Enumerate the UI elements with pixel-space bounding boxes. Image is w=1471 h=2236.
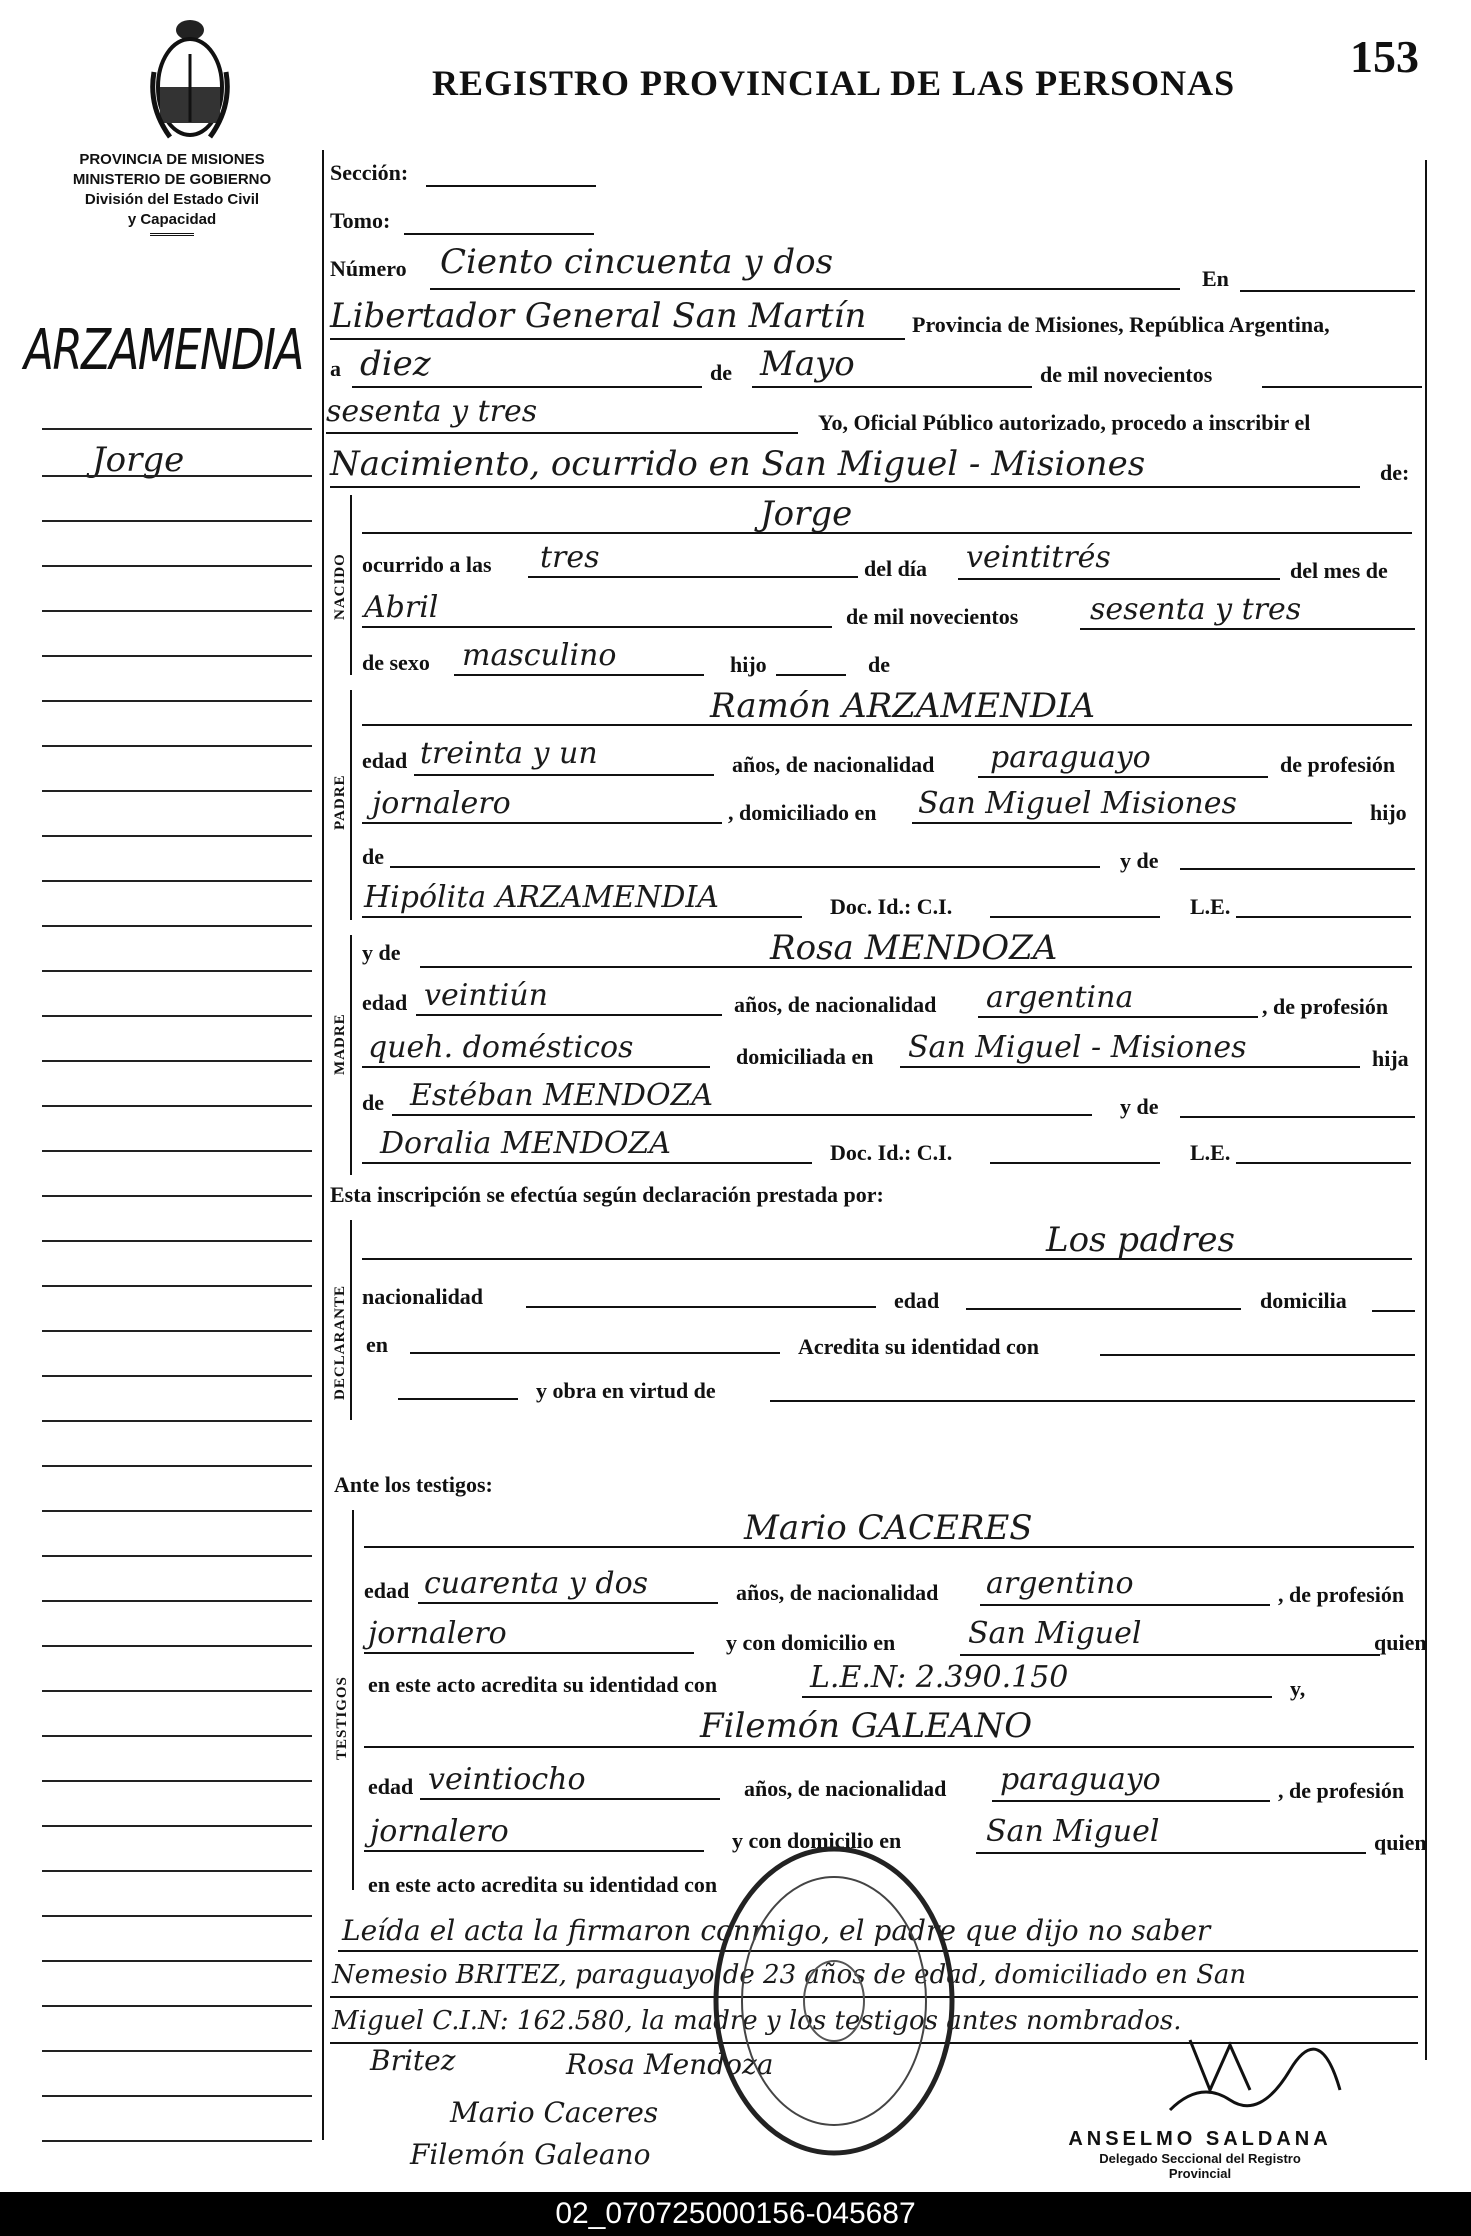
del-dia-label: del día: [864, 556, 927, 581]
official-stamp: [1050, 2128, 1350, 2181]
province-name: PROVINCIA DE MISIONES: [79, 151, 265, 168]
madre-le-label: L.E.: [1190, 1140, 1231, 1165]
madre-nationality-value: argentina: [986, 980, 1134, 1015]
witness1-nationality-value: argentino: [986, 1566, 1134, 1601]
numero-label: Número: [330, 256, 407, 281]
padre-mother-value: Hipólita ARZAMENDIA: [364, 880, 719, 915]
day-value: diez: [360, 344, 431, 384]
testigos-section-tag: TESTIGOS: [334, 1676, 350, 1760]
witness1-prof-label: , de profesión: [1278, 1582, 1405, 1607]
nacido-section-tag: NACIDO: [332, 553, 348, 620]
madre-prof-label: , de profesión: [1262, 994, 1389, 1019]
witness2-domicile-value: San Miguel: [986, 1814, 1160, 1849]
padre-prof-label: de profesión: [1280, 752, 1396, 777]
ministry-name: MINISTERIO DE GOBIERNO: [72, 171, 272, 188]
madre-y-de2-label: y de: [1120, 1094, 1159, 1119]
declarante-dom-label: domicilia: [1260, 1288, 1347, 1313]
madre-y-de-label: y de: [362, 940, 401, 965]
witness2-edad-label: edad: [368, 1774, 414, 1799]
padre-name: Ramón ARZAMENDIA: [710, 686, 1096, 726]
place-value: Libertador General San Martín: [330, 296, 867, 336]
month-value: Mayo: [760, 344, 855, 384]
madre-name: Rosa MENDOZA: [770, 928, 1058, 968]
witness1-profession-value: jornalero: [368, 1616, 507, 1651]
madre-de-label: de: [362, 1090, 384, 1115]
witness1-edad-label: edad: [364, 1578, 410, 1603]
madre-mother-value: Doralia MENDOZA: [380, 1126, 671, 1161]
nacido-mil-label: de mil novecientos: [846, 604, 1019, 629]
padre-section-tag: PADRE: [332, 774, 348, 830]
tomo-label: Tomo:: [330, 208, 391, 233]
event-value: Nacimiento, ocurrido en San Miguel - Misiones: [330, 444, 1146, 484]
padre-nationality-value: paraguayo: [990, 740, 1151, 775]
witness1-nac-label: años, de nacionalidad: [736, 1580, 939, 1605]
closing-line-2: Nemesio BRITEZ, paraguayo de 23 años de edad, domiciliado en San: [332, 1960, 1247, 1990]
padre-de-label: de: [362, 844, 384, 869]
padre-hijo-label: hijo: [1370, 800, 1407, 825]
page-number: 153: [1350, 31, 1419, 82]
hour-value: tres: [540, 540, 600, 575]
witness1-id-value: L.E.N: 2.390.150: [810, 1660, 1069, 1695]
padre-doc-label: Doc. Id.: C.I.: [830, 894, 953, 919]
de-label: de: [710, 360, 732, 385]
witness1-dom-label: y con domicilio en: [726, 1630, 896, 1655]
nacido-month-value: Abril: [364, 590, 439, 625]
en-label: En: [1202, 266, 1229, 291]
closing-line-1: Leída el acta la firmaron conmigo, el padre que dijo no saber: [342, 1914, 1211, 1947]
ocurrido-label: ocurrido a las: [362, 552, 492, 577]
witness2-name: Filemón GALEANO: [700, 1706, 1033, 1746]
padre-profession-value: jornalero: [372, 786, 511, 821]
page-title: REGISTRO PROVINCIAL DE LAS PERSONAS: [432, 63, 1236, 103]
declarante-value: Los padres: [1046, 1220, 1235, 1260]
witness1-name: Mario CACERES: [744, 1508, 1033, 1548]
official-seal-icon: [706, 1838, 962, 2164]
official-name: ANSELMO SALDANA: [1068, 2128, 1332, 2150]
witness2-profession-value: jornalero: [370, 1814, 509, 1849]
province-country: Provincia de Misiones, República Argentina,: [912, 312, 1330, 337]
madre-nac-label: años, de nacionalidad: [734, 992, 937, 1017]
madre-section-tag: MADRE: [332, 1013, 348, 1075]
office-header: [42, 150, 302, 236]
declarante-nac-label: nacionalidad: [362, 1284, 484, 1309]
de-colon-label: de:: [1380, 460, 1410, 485]
coat-of-arms-icon: [140, 12, 240, 152]
madre-age-value: veintiún: [424, 978, 548, 1013]
margin-surname: ARZAMENDIA: [24, 318, 303, 383]
padre-le-label: L.E.: [1190, 894, 1231, 919]
seccion-label: Sección:: [330, 160, 409, 185]
declarante-obra-label: y obra en virtud de: [536, 1378, 716, 1403]
witness2-nationality-value: paraguayo: [1000, 1762, 1161, 1797]
padre-nac-label: años, de nacionalidad: [732, 752, 935, 777]
padre-domicile-value: San Miguel Misiones: [918, 786, 1237, 821]
numero-value: Ciento cincuenta y dos: [440, 242, 834, 282]
declarante-edad-label: edad: [894, 1288, 940, 1313]
sexo-label: de sexo: [362, 650, 430, 675]
witness1-quien-label: quien: [1374, 1630, 1427, 1655]
official-role: Delegado Seccional del Registro: [1099, 2151, 1301, 2166]
padre-edad-label: edad: [362, 748, 408, 773]
witness2-age-value: veintiocho: [428, 1762, 586, 1797]
closing-line-3: Miguel C.I.N: 162.580, la madre y los testigos antes nombrados.: [332, 2006, 1182, 2036]
mil-novecientos-label: de mil novecientos: [1040, 362, 1213, 387]
division-line-1: División del Estado Civil: [84, 191, 260, 208]
declarante-en-label: en: [366, 1332, 388, 1357]
witness2-prof-label: , de profesión: [1278, 1778, 1405, 1803]
witness1-acredita-label: en este acto acredita su identidad con: [368, 1672, 718, 1697]
signature-filemon-galeano: Filemón Galeano: [410, 2138, 651, 2171]
signature-mario-caceres: Mario Caceres: [450, 2096, 659, 2129]
testigos-intro: Ante los testigos:: [334, 1472, 493, 1497]
signature-rosa-mendoza: Rosa Mendoza: [566, 2048, 774, 2081]
nacido-day-value: veintitrés: [966, 540, 1111, 575]
declarante-section-tag: DECLARANTE: [332, 1284, 348, 1400]
margin-given-name: Jorge: [92, 440, 185, 480]
declarante-acredita-label: Acredita su identidad con: [798, 1334, 1040, 1359]
nacido-de-label: de: [868, 652, 890, 677]
a-label: a: [330, 356, 341, 381]
witness2-nac-label: años, de nacionalidad: [744, 1776, 947, 1801]
padre-y-de-label: y de: [1120, 848, 1159, 873]
madre-doc-label: Doc. Id.: C.I.: [830, 1140, 953, 1165]
witness2-acredita-label: en este acto acredita su identidad con: [368, 1872, 718, 1897]
witness1-age-value: cuarenta y dos: [424, 1566, 649, 1601]
padre-age-value: treinta y un: [420, 736, 598, 771]
madre-dom-label: domiciliada en: [736, 1044, 874, 1069]
witness1-y-label: y,: [1290, 1676, 1306, 1701]
year-value: sesenta y tres: [326, 394, 538, 429]
madre-father-value: Estéban MENDOZA: [410, 1078, 714, 1113]
witness1-domicile-value: San Miguel: [968, 1616, 1142, 1651]
official-role-2: Provincial: [1168, 2166, 1232, 2181]
del-mes-label: del mes de: [1290, 558, 1388, 583]
nacido-name: Jorge: [760, 494, 853, 534]
oficial-text: Yo, Oficial Público autorizado, procedo a inscribir el: [818, 410, 1311, 435]
declarante-intro: Esta inscripción se efectúa según declaración prestada por:: [330, 1182, 884, 1207]
official-signature-icon: [1160, 2020, 1350, 2130]
division-line-2: y Capacidad: [127, 211, 217, 228]
madre-domicile-value: San Miguel - Misiones: [908, 1030, 1247, 1065]
madre-edad-label: edad: [362, 990, 408, 1015]
nacido-year-value: sesenta y tres: [1090, 592, 1302, 627]
witness2-quien-label: quien: [1374, 1830, 1427, 1855]
document-code-bar: 02_070725000156-045687: [0, 2192, 1471, 2236]
witness2-dom-label: y con domicilio en: [732, 1828, 902, 1853]
madre-profession-value: queh. domésticos: [368, 1030, 634, 1065]
padre-dom-label: , domiciliado en: [728, 800, 877, 825]
sex-value: masculino: [462, 638, 617, 673]
hijo-label: hijo: [730, 652, 767, 677]
signature-britez: Britez: [370, 2044, 456, 2077]
madre-hija-label: hija: [1372, 1046, 1409, 1071]
